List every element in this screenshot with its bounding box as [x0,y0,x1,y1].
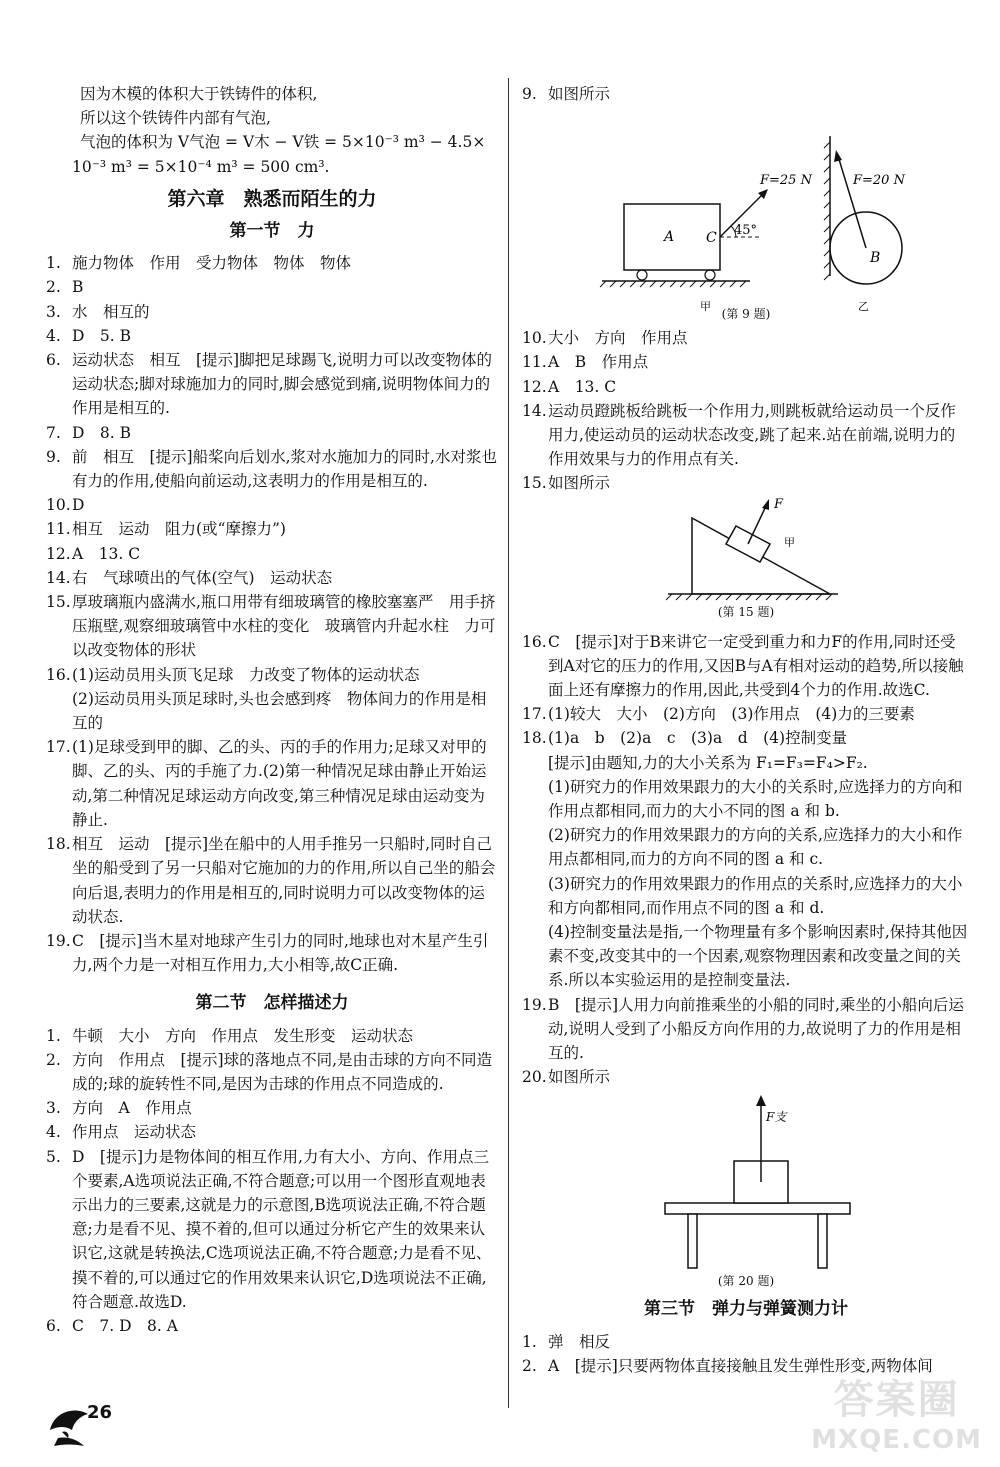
answer-item [46,663,498,687]
answer-item [522,993,970,1066]
item-number: 3. [46,302,61,321]
answer-item [522,326,970,350]
item-number: 6. [46,351,61,370]
intro-line: 气泡的体积为 V气泡 = V木 − V铁 = 5×10⁻³ m³ − 4.5× [80,133,486,152]
item-text: C 7. D 8. A [72,1316,178,1335]
item-number: 14. [46,568,71,587]
item-number: 10. [46,496,71,515]
answer-item [46,324,498,348]
item-text: A 13. C [548,377,617,396]
answer-item [46,1048,498,1096]
item-text: 运动状态 相互 [提示]脚把足球踢飞,说明力可以改变物体的运动状态;脚对球施加力的同时,脚会感觉到痛,说明物体间力的作用是相互的. [72,351,493,418]
answer-item [46,929,498,977]
item-number: 18. [46,835,71,854]
item-number: 2. [46,1050,61,1069]
answer-item [46,493,498,517]
answer-item [522,1065,970,1089]
right-column [522,82,970,1378]
item-text: 前 相互 [提示]船桨向后划水,浆对水施加力的同时,水对浆也有力的作用,使船向前运动,这表明力的作用是相互的. [72,447,497,491]
item-text: 作用点 运动状态 [72,1123,197,1142]
figure-15 [522,496,970,604]
item-text: A B 作用点 [548,353,649,372]
item-text: C [提示]当木星对地球产生引力的同时,地球也对木星产生引力,两个力是一对相互作用力,大小相等,故C正确. [72,931,489,975]
answer-item [522,726,970,750]
answer-item [46,566,498,590]
answer-item [46,1314,498,1338]
item-number: 15. [522,474,547,493]
chapter-title: 第六章 熟悉而陌生的力 [167,187,377,210]
item-number: 16. [522,632,547,651]
item-number: 12. [522,377,547,396]
item-number: 19. [46,931,71,950]
item-text: 方向 作用点 [提示]球的落地点不同,是由击球的方向不同造成的;球的旋转性不同,是因为击球的作用点不同造成的. [72,1050,493,1093]
item-number: 3. [46,1099,61,1118]
item-number: 17. [522,705,547,724]
answer-item [46,590,498,663]
answer-item [46,687,498,735]
watermark-url: MXQE.COM [811,1425,982,1455]
item-number: 14. [522,401,547,420]
left-column [46,82,498,1338]
item-text: D 8. B [72,423,132,442]
item-number: 1. [46,1026,61,1045]
item-text: A 13. C [72,544,141,563]
answer-item [522,471,970,495]
answer-item [46,251,498,275]
answer-item [46,421,498,445]
answer-item [46,517,498,541]
item-text: D [72,496,85,515]
item-text: C [提示]对于B来讲它一定受到重力和力F的作用,同时还受到A对它的压力的作用,又因B与A有相对运动的趋势,所以接触面上还有摩擦力的作用,因此,共受到4个力的作用.故选C. [548,632,964,700]
label-F-support: F支 [766,1110,787,1125]
answer-item [46,832,498,929]
intro-line: 因为木模的体积大于铁铸件的体积, [80,85,318,103]
answer-item [46,445,498,493]
item-number: 2. [46,278,61,297]
item-text: 方向 A 作用点 [72,1099,192,1118]
item-text: 施力物体 作用 受力物体 物体 物体 [72,254,352,273]
figure-9 [522,106,970,314]
label-F2: F=20 N [853,173,905,189]
item-number: 16. [46,665,71,684]
label-jia: 甲 [700,300,711,314]
watermark-logo-text: 答案圈 [833,1377,960,1423]
answer-item [522,702,970,726]
item-text: D 5. B [72,326,132,345]
answers-10-15 [522,326,970,495]
item-number: 9. [46,447,61,466]
item-number: 12. [46,544,71,563]
label-F1: F=25 N [760,173,812,189]
label-F: F [774,496,784,512]
item-text: D [提示]力是物体间的相互作用,力有大小、方向、作用点三个要素,A选项说法正确,不符合题意;可以用一个图形直观地表示出力的三要素,这就是力的示意图,B选项说法正确,不符合题意;力是看不见、摸不着的,但可以通过分析它产生的效果来认识它,这就是转换法,C选项说法正确,不符合题意;力是看不见、摸不着的,可以通过它的作用效果来认识它,D选项说法不正确,符合题意.故选D. [72,1147,492,1311]
hint-paragraph: (4)控制变量法是指,一个物理量有多个影响因素时,保持其他因素不变,改变其中的一个因素,观察物理因素和改变量之间的关系.所以本实验运用的是控制变量法. [548,923,968,990]
answer-item [522,1330,970,1354]
answer-item [522,630,970,703]
item-number: 15. [46,593,71,612]
item-text: 弹 相反 [548,1332,611,1351]
figure-15-diagram [522,496,970,604]
label-C: C [706,230,717,247]
item-number: 1. [522,1332,537,1351]
figure-9-caption: (第 9 题) [721,307,771,322]
item-number: 7. [46,423,61,442]
answer-item [46,1120,498,1144]
intro-line: 10⁻³ m³ = 5×10⁻⁴ m³ = 500 cm³. [72,157,330,176]
item-text: 相互 运动 [提示]坐在船中的人用手推另一只船时,同时自己坐的船受到了另一只船对它施加的力的作用,所以自己坐的船会向后退,表明力的作用是相互的,同时说明力可以改变物体的运动状态. [72,835,496,926]
item-text: B [72,278,84,297]
answer-item [522,399,970,472]
figure-20 [522,1089,970,1249]
item-text: 牛顿 大小 方向 作用点 发生形变 运动状态 [72,1026,414,1045]
item-text: 运动员蹬跳板给跳板一个作用力,则跳板就给运动员一个反作用力,使运动员的运动状态改变,跳了起来.站在前端,说明力的作用效果与力的作用点有关. [548,401,956,469]
section1-answers [46,251,498,977]
answer-item [46,275,498,299]
section-title: 第一节 力 [229,221,315,242]
item-text: 水 相互的 [72,302,150,321]
page-number: 26 [87,1402,113,1423]
answer-item [46,542,498,566]
item-number: 4. [46,326,61,345]
item-text: 大小 方向 作用点 [548,329,688,348]
item-number: 19. [522,995,547,1014]
section-title: 第二节 怎样描述力 [195,993,349,1014]
hint-paragraph: (1)研究力的作用效果跟力的大小的关系时,应选择力的方向和作用点都相同,而力的大小不同的图 a 和 b. [548,777,963,821]
item-text: 如图所示 [548,85,611,103]
item-text: 厚玻璃瓶内盛满水,瓶口用带有细玻璃管的橡胶塞塞严 用手挤压瓶壁,观察细玻璃管中水柱的变化 玻璃管内升起水柱 力可以改变物体的形状 [72,593,496,660]
item-text: 如图所示 [548,474,611,493]
intro-line: 所以这个铁铸件内部有气泡, [80,109,271,128]
answer-item [46,1024,498,1048]
item-number: 4. [46,1123,61,1142]
label-yi: 乙 [858,300,869,314]
item-text: (1)a b (2)a c (3)a d (4)控制变量 [548,729,848,748]
item-number: 20. [522,1068,547,1087]
section-title: 第三节 弹力与弹簧测力计 [644,1299,848,1320]
figure-9-diagram [522,106,970,314]
figure-20-diagram [522,1089,970,1249]
item-number: 17. [46,738,71,757]
intro-block [46,82,498,179]
figure-20-caption: (第 20 题) [717,1274,775,1289]
answer-item [46,1096,498,1120]
item-number: 6. [46,1316,61,1335]
item-number: 9. [522,85,537,103]
item-text: (1)运动员用头顶飞足球 力改变了物体的运动状态 [72,665,420,684]
item-number: 11. [46,520,71,539]
item-number: 10. [522,329,547,348]
answer-item [46,735,498,832]
item-number: 2. [522,1356,537,1375]
label-jia: 甲 [784,535,795,549]
answer-item [46,348,498,421]
item-text: 右 气球喷出的气体(空气) 运动状态 [72,568,333,587]
answer-item [46,1145,498,1314]
item-text: (1)足球受到甲的脚、乙的头、丙的手的作用力;足球又对甲的脚、乙的头、丙的手施了力.(2)第一种情况足球由静止开始运动,第二种情况足球运动方向改变,第三种情况足球由运动变为静止. [72,738,487,829]
item-number: 5. [46,1147,61,1166]
item-number: 1. [46,254,61,273]
answer-item [522,375,970,399]
item-number: 11. [522,353,547,372]
answer-item [522,350,970,374]
hint-paragraph: [提示]由题知,力的大小关系为 F₁=F₃=F₄>F₂. [548,753,868,772]
answers-16-18 [522,630,970,751]
answer-item [522,82,970,106]
q18-hints [522,751,970,993]
item-text: B [提示]人用力向前推乘坐的小船的同时,乘坐的小船向后运动,说明人受到了小船反方向作用的力,故说明了力的作用是相互的. [548,995,964,1063]
item-number: 18. [522,729,547,748]
label-B: B [870,250,881,267]
label-A: A [664,229,675,246]
watermark [811,1368,982,1455]
item-text: (1)较大 大小 (2)方向 (3)作用点 (4)力的三要素 [548,705,915,724]
column-divider [508,78,509,1408]
answer-item [46,300,498,324]
item-text: (2)运动员用头顶足球时,头也会感到疼 物体间力的作用是相互的 [72,689,487,733]
section2-answers [46,1024,498,1339]
hint-paragraph: (2)研究力的作用效果跟力的方向的关系,应选择力的大小和作用点都相同,而力的方向不同的图 a 和 c. [548,826,963,869]
label-angle: 45° [734,223,758,239]
hint-paragraph: (3)研究力的作用效果跟力的作用点的关系时,应选择力的大小和方向都相同,而作用点不同的图 a 和 d. [548,874,963,917]
item-text: A [提示]只要两物体直接接触且发生弹性形变,两物体间 [548,1356,933,1375]
answers-19-20 [522,993,970,1090]
item-text: 相互 运动 阻力(或“摩擦力”) [72,520,286,539]
item-text: 如图所示 [548,1068,611,1087]
figure-15-caption: (第 15 题) [717,604,775,619]
